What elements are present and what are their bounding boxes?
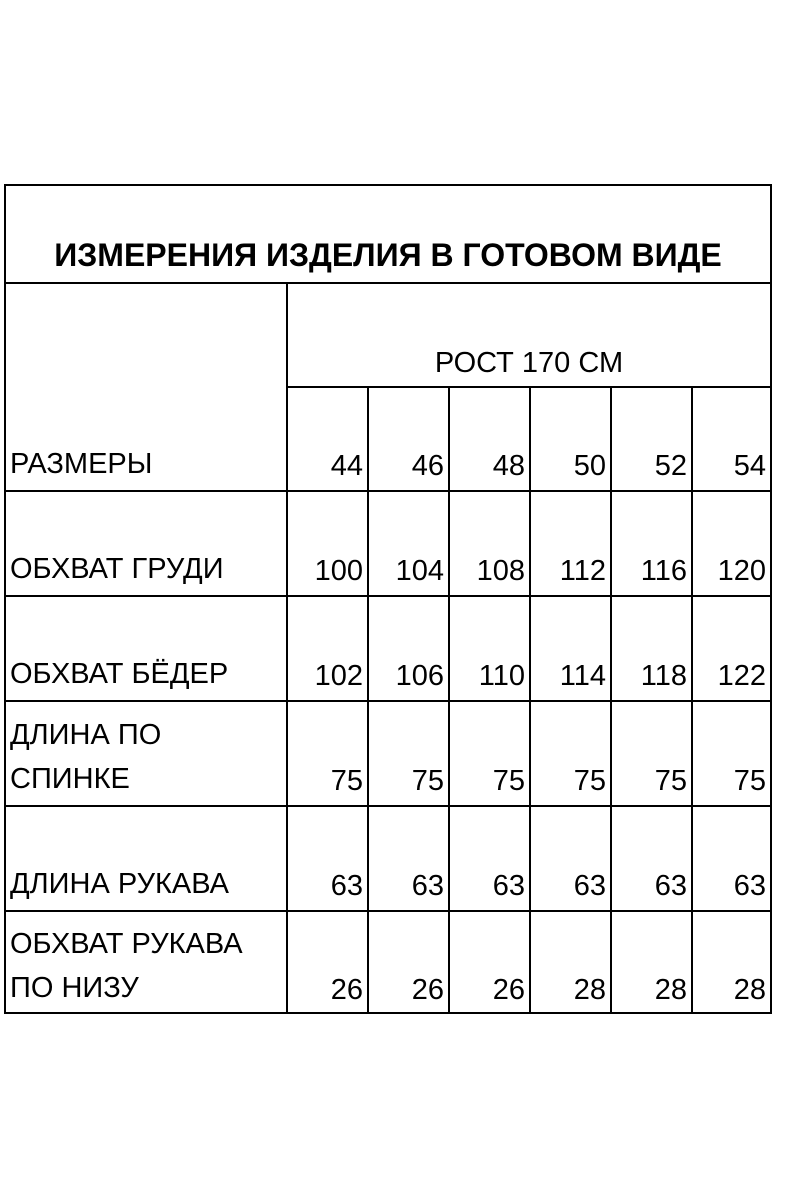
table-row-sizes bbox=[6, 388, 770, 492]
table-cell: 52 bbox=[610, 388, 691, 490]
table-row-sleeve-bottom bbox=[6, 912, 770, 1014]
row-label: ДЛИНА ПО СПИНКЕ bbox=[10, 719, 162, 795]
table-cell: 26 bbox=[448, 912, 529, 1014]
table-cell: 110 bbox=[448, 597, 529, 700]
table-cell: 108 bbox=[448, 492, 529, 595]
table-cell: 28 bbox=[529, 912, 610, 1014]
table-row-back-length bbox=[6, 702, 770, 807]
table-row-sleeve-length bbox=[6, 807, 770, 912]
table-cell: 75 bbox=[691, 702, 770, 805]
row-label: РАЗМЕРЫ bbox=[10, 448, 153, 480]
table-cell: 63 bbox=[448, 807, 529, 910]
table-row-chest bbox=[6, 492, 770, 597]
size-table bbox=[4, 184, 772, 1014]
table-cell: 26 bbox=[286, 912, 367, 1014]
table-cell: 75 bbox=[448, 702, 529, 805]
table-cell: 118 bbox=[610, 597, 691, 700]
table-cell: 122 bbox=[691, 597, 770, 700]
table-cell: 102 bbox=[286, 597, 367, 700]
table-cell: 120 bbox=[691, 492, 770, 595]
row-label: ОБХВАТ ГРУДИ bbox=[10, 553, 224, 585]
table-row-hips bbox=[6, 597, 770, 702]
row-label: ОБХВАТ РУКАВА ПО НИЗУ bbox=[10, 928, 243, 1004]
table-cell: 63 bbox=[529, 807, 610, 910]
table-cell: 63 bbox=[691, 807, 770, 910]
table-cell: 28 bbox=[691, 912, 770, 1014]
title-row bbox=[6, 186, 770, 284]
table-cell: 63 bbox=[286, 807, 367, 910]
table-cell: 48 bbox=[448, 388, 529, 490]
table-cell: 116 bbox=[610, 492, 691, 595]
table-cell: 54 bbox=[691, 388, 770, 490]
table-cell: 50 bbox=[529, 388, 610, 490]
table-cell: 26 bbox=[367, 912, 448, 1014]
table-cell: 75 bbox=[367, 702, 448, 805]
table-cell: 75 bbox=[286, 702, 367, 805]
table-cell: 44 bbox=[286, 388, 367, 490]
table-cell: 63 bbox=[367, 807, 448, 910]
height-header bbox=[286, 284, 770, 388]
row-label: ДЛИНА РУКАВА bbox=[10, 868, 229, 900]
table-cell: 75 bbox=[529, 702, 610, 805]
table-cell: 100 bbox=[286, 492, 367, 595]
table-cell: 63 bbox=[610, 807, 691, 910]
table-cell: 114 bbox=[529, 597, 610, 700]
table-cell: 104 bbox=[367, 492, 448, 595]
table-title: ИЗМЕРЕНИЯ ИЗДЕЛИЯ В ГОТОВОМ ВИДЕ bbox=[54, 237, 722, 273]
table-cell: 28 bbox=[610, 912, 691, 1014]
table-cell: 46 bbox=[367, 388, 448, 490]
height-label: РОСТ 170 СМ bbox=[434, 347, 624, 379]
row-label: ОБХВАТ БЁДЕР bbox=[10, 658, 229, 690]
table-cell: 112 bbox=[529, 492, 610, 595]
table-cell: 75 bbox=[610, 702, 691, 805]
table-cell: 106 bbox=[367, 597, 448, 700]
